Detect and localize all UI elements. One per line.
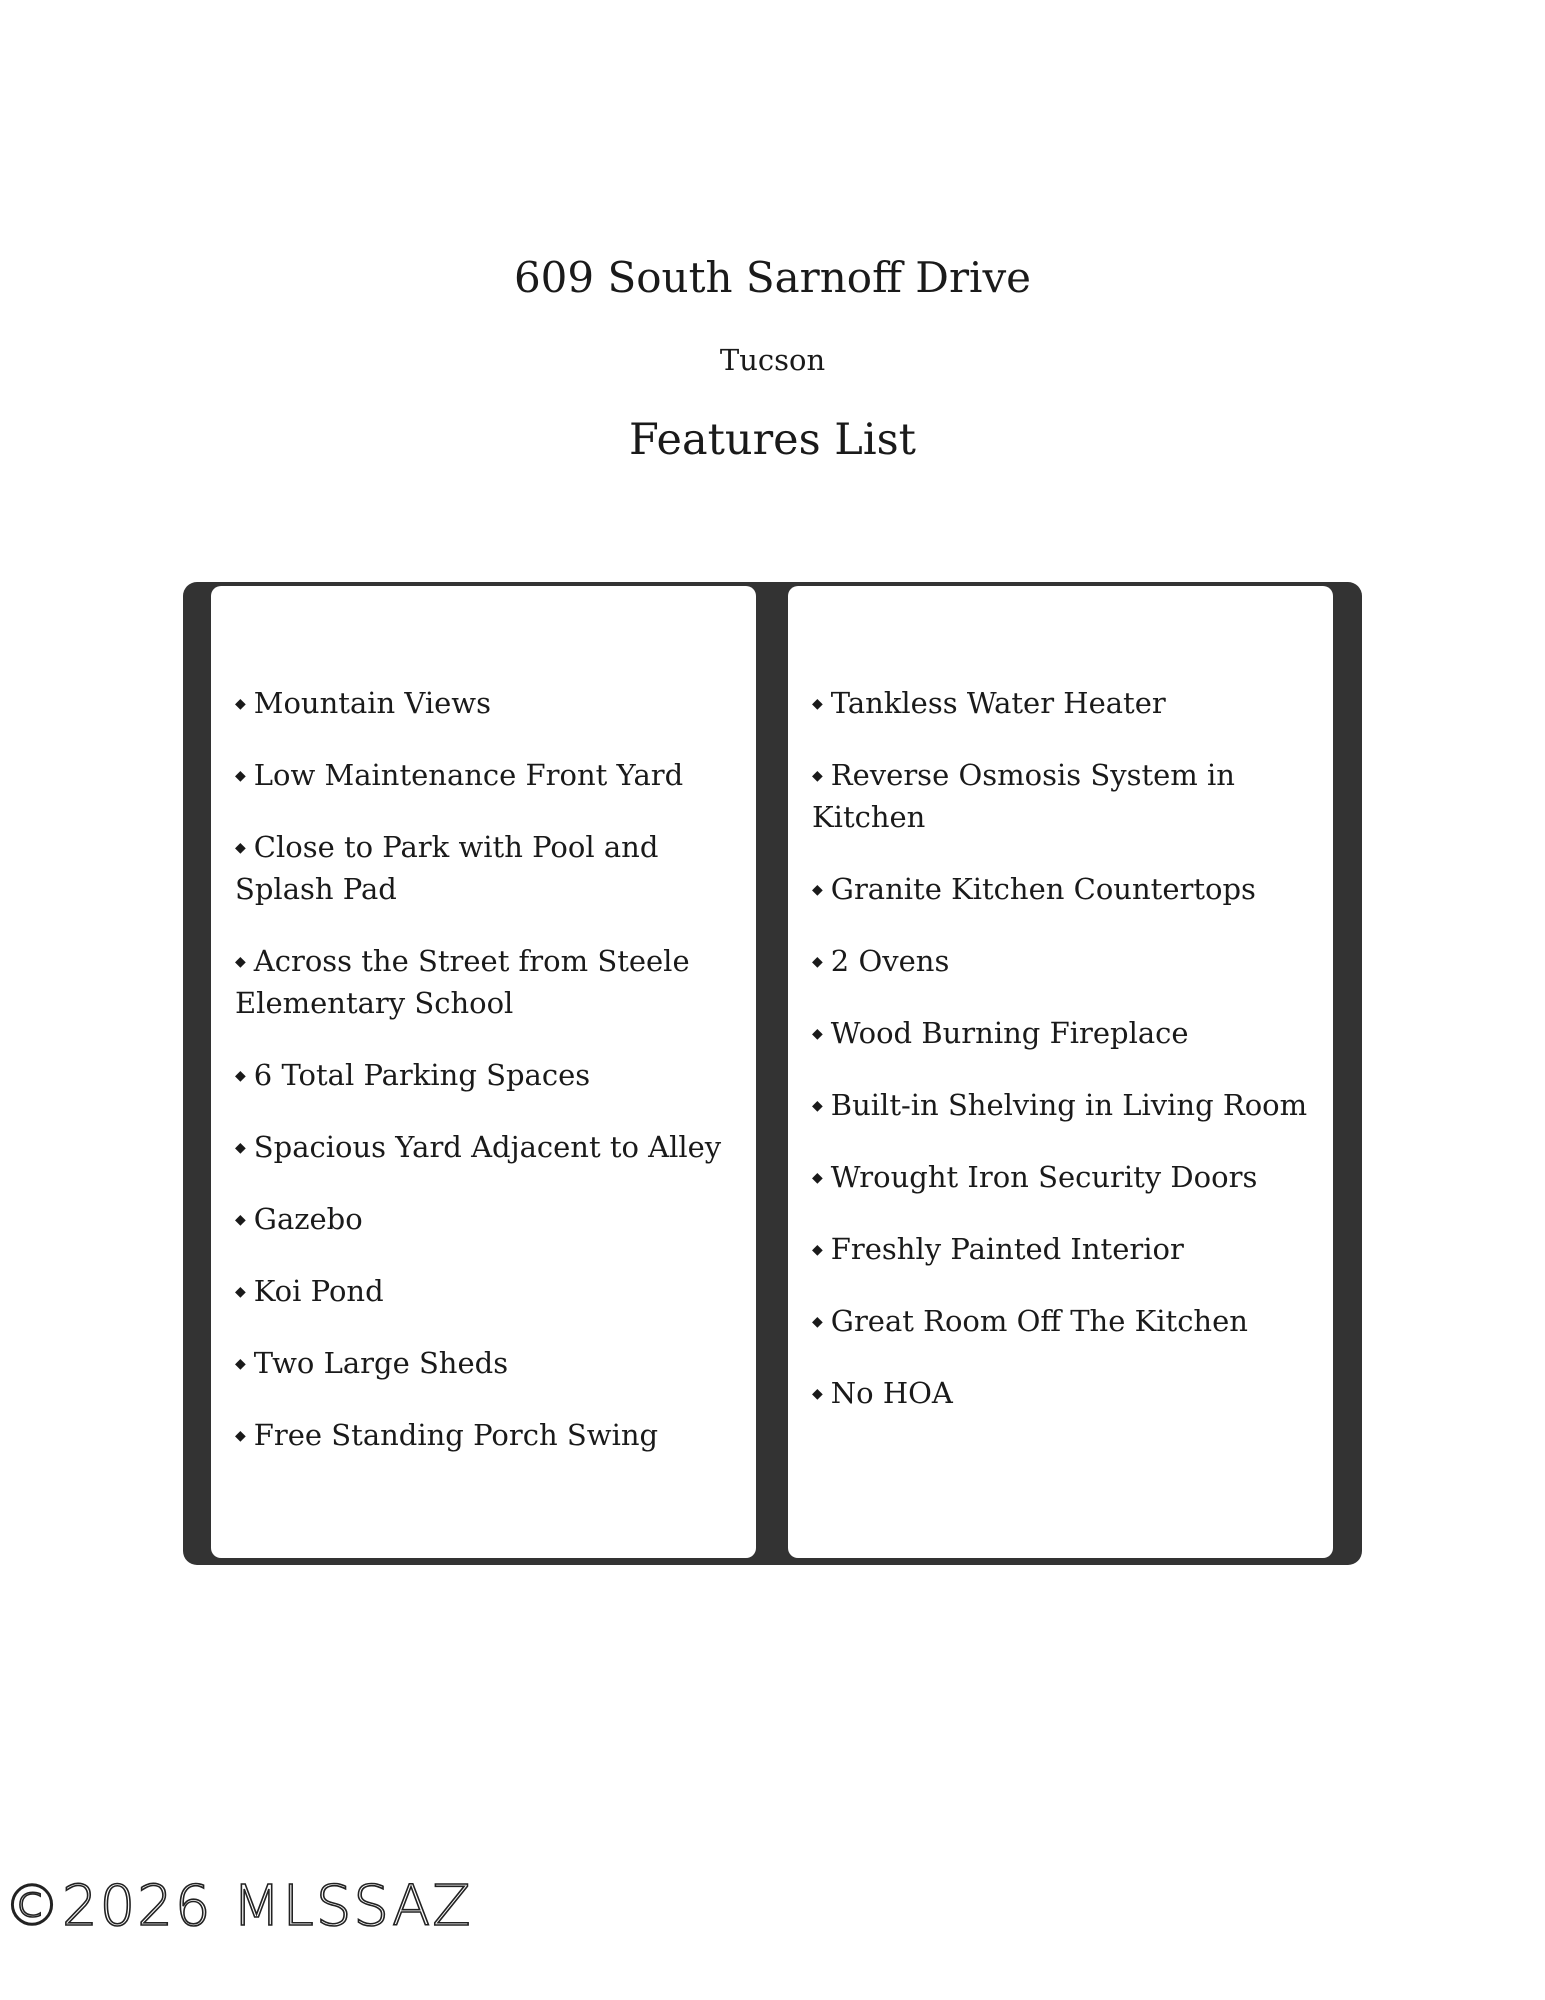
features-column-left [211, 586, 756, 1558]
feature-text: Granite Kitchen Countertops [830, 872, 1256, 906]
feature-item [812, 1084, 1313, 1126]
diamond-bullet-icon: ◆ [812, 1314, 823, 1330]
diamond-bullet-icon: ◆ [812, 768, 823, 784]
mls-watermark: ©2026 MLSSAZ [4, 1874, 473, 1939]
diamond-bullet-icon: ◆ [235, 768, 246, 784]
feature-item [235, 1198, 736, 1240]
diamond-bullet-icon: ◆ [235, 1428, 246, 1444]
diamond-bullet-icon: ◆ [812, 1242, 823, 1258]
diamond-bullet-icon: ◆ [235, 696, 246, 712]
diamond-bullet-icon: ◆ [235, 1356, 246, 1372]
feature-item [812, 682, 1313, 724]
feature-item [812, 940, 1313, 982]
diamond-bullet-icon: ◆ [235, 1284, 246, 1300]
feature-text: Free Standing Porch Swing [253, 1418, 659, 1452]
property-address: 609 South Sarnoff Drive [513, 253, 1032, 302]
feature-text: Close to Park with Pool and Splash Pad [235, 830, 659, 906]
diamond-bullet-icon: ◆ [235, 1068, 246, 1084]
feature-text: Two Large Sheds [253, 1346, 509, 1380]
diamond-bullet-icon: ◆ [812, 882, 823, 898]
feature-text: Wrought Iron Security Doors [830, 1160, 1258, 1194]
feature-text: Gazebo [253, 1202, 363, 1236]
feature-item [812, 868, 1313, 910]
feature-item [235, 1270, 736, 1312]
diamond-bullet-icon: ◆ [235, 1140, 246, 1156]
feature-item [235, 1126, 736, 1168]
feature-text: 6 Total Parking Spaces [253, 1058, 591, 1092]
feature-text: Across the Street from Steele Elementary School [235, 944, 690, 1020]
diamond-bullet-icon: ◆ [235, 1212, 246, 1228]
diamond-bullet-icon: ◆ [235, 954, 246, 970]
feature-item [235, 1054, 736, 1096]
feature-item [235, 826, 736, 910]
feature-item [812, 1300, 1313, 1342]
feature-item [235, 1414, 736, 1456]
diamond-bullet-icon: ◆ [812, 1170, 823, 1186]
features-heading: Features List [629, 415, 916, 465]
feature-item [235, 754, 736, 796]
diamond-bullet-icon: ◆ [812, 1386, 823, 1402]
feature-text: No HOA [830, 1376, 953, 1410]
property-city: Tucson [719, 343, 826, 377]
diamond-bullet-icon: ◆ [812, 1026, 823, 1042]
feature-text: Built-in Shelving in Living Room [830, 1088, 1308, 1122]
feature-item [812, 1156, 1313, 1198]
feature-text: Low Maintenance Front Yard [253, 758, 684, 792]
feature-text: Reverse Osmosis System in Kitchen [812, 758, 1235, 834]
diamond-bullet-icon: ◆ [812, 954, 823, 970]
feature-item [235, 1342, 736, 1384]
features-column-right [788, 586, 1333, 1558]
feature-item [812, 1372, 1313, 1414]
feature-item [812, 1228, 1313, 1270]
feature-text: Great Room Off The Kitchen [830, 1304, 1248, 1338]
diamond-bullet-icon: ◆ [235, 840, 246, 856]
feature-text: Wood Burning Fireplace [830, 1016, 1189, 1050]
diamond-bullet-icon: ◆ [812, 696, 823, 712]
features-panel [183, 582, 1362, 1565]
feature-text: Tankless Water Heater [830, 686, 1166, 720]
feature-text: Freshly Painted Interior [830, 1232, 1184, 1266]
diamond-bullet-icon: ◆ [812, 1098, 823, 1114]
feature-text: Koi Pond [253, 1274, 384, 1308]
feature-item [235, 940, 736, 1024]
feature-item [812, 754, 1313, 838]
feature-text: 2 Ovens [830, 944, 950, 978]
feature-item [235, 682, 736, 724]
feature-text: Spacious Yard Adjacent to Alley [253, 1130, 722, 1164]
feature-item [812, 1012, 1313, 1054]
feature-text: Mountain Views [253, 686, 491, 720]
